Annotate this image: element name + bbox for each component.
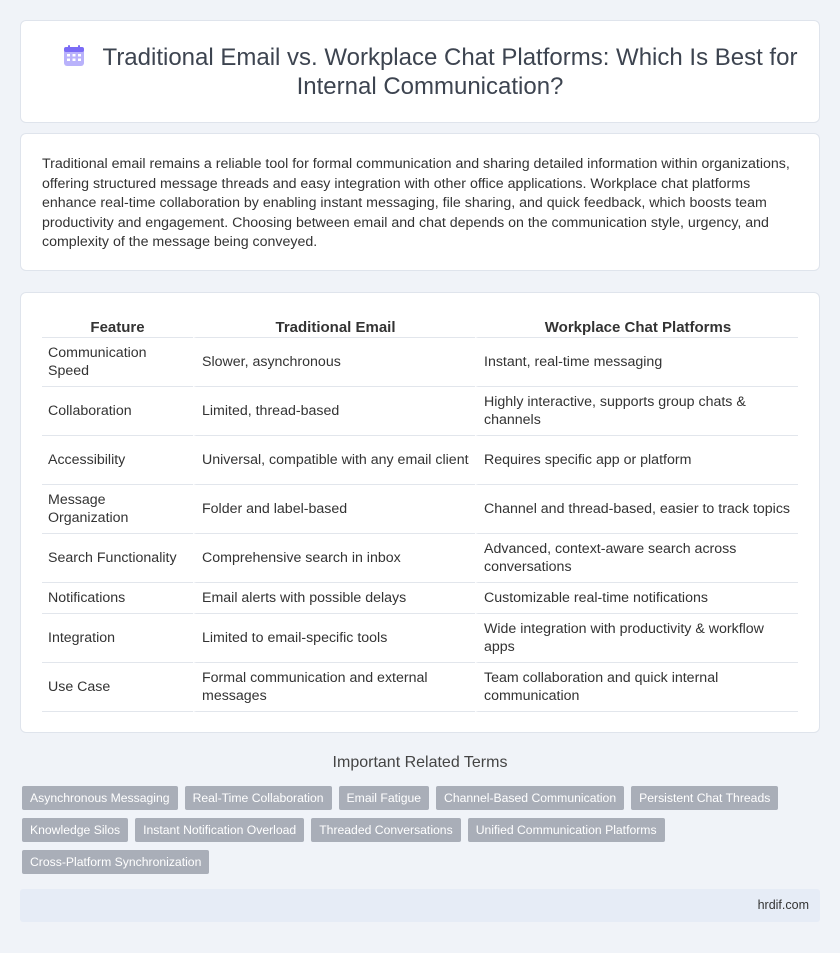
related-term-tag[interactable]: Asynchronous Messaging xyxy=(22,786,178,810)
page-title xyxy=(61,43,799,101)
related-term-tag[interactable]: Channel-Based Communication xyxy=(436,786,624,810)
feature-cell: Notifications xyxy=(42,583,193,614)
feature-cell: Collaboration xyxy=(42,387,193,436)
chat-cell: Customizable real-time notifications xyxy=(475,583,798,614)
related-term-tag[interactable]: Threaded Conversations xyxy=(311,818,460,842)
table-row xyxy=(42,485,798,534)
related-term-tag[interactable]: Knowledge Silos xyxy=(22,818,128,842)
table-row xyxy=(42,534,798,583)
header-traditional-email: Traditional Email xyxy=(193,315,475,338)
feature-cell: Search Functionality xyxy=(42,534,193,583)
footer-site-link[interactable]: hrdif.com xyxy=(757,898,809,912)
comparison-card xyxy=(20,292,820,733)
feature-cell: Message Organization xyxy=(42,485,193,534)
header-workplace-chat: Workplace Chat Platforms xyxy=(475,315,798,338)
chat-cell: Instant, real-time messaging xyxy=(475,338,798,387)
chat-cell: Team collaboration and quick internal communication xyxy=(475,663,798,712)
feature-cell: Communication Speed xyxy=(42,338,193,387)
feature-cell: Use Case xyxy=(42,663,193,712)
email-cell: Formal communication and external messages xyxy=(193,663,475,712)
email-cell: Comprehensive search in inbox xyxy=(193,534,475,583)
table-row xyxy=(42,663,798,712)
table-row xyxy=(42,436,798,485)
intro-paragraph: Traditional email remains a reliable tool for formal communication and sharing detailed information within organizations, offering structured message threads and easy integration with other office applications. Workplace chat platforms enhance real-time collaboration by enabling instant messaging, file sharing, and quick feedback, which boosts team productivity and engagement. Choosing between email and chat depends on the communication style, urgency, and complexity of the message being conveyed. xyxy=(42,156,790,250)
email-cell: Email alerts with possible delays xyxy=(193,583,475,614)
table-row xyxy=(42,387,798,436)
email-cell: Universal, compatible with any email client xyxy=(193,436,475,485)
title-card xyxy=(20,20,820,123)
calendar-grid-icon xyxy=(63,45,85,67)
related-term-tag[interactable]: Cross-Platform Synchronization xyxy=(22,850,209,874)
chat-cell: Channel and thread-based, easier to track topics xyxy=(475,485,798,534)
intro-card xyxy=(20,133,820,271)
table-row xyxy=(42,583,798,614)
related-term-tag[interactable]: Unified Communication Platforms xyxy=(468,818,665,842)
related-terms-heading: Important Related Terms xyxy=(332,754,508,771)
header-feature: Feature xyxy=(42,315,193,338)
related-term-tag[interactable]: Persistent Chat Threads xyxy=(631,786,778,810)
footer-bar xyxy=(20,889,820,922)
email-cell: Slower, asynchronous xyxy=(193,338,475,387)
related-term-tag[interactable]: Email Fatigue xyxy=(339,786,430,810)
table-header-row xyxy=(42,315,798,338)
chat-cell: Advanced, context-aware search across conversations xyxy=(475,534,798,583)
related-term-tag[interactable]: Instant Notification Overload xyxy=(135,818,304,842)
email-cell: Folder and label-based xyxy=(193,485,475,534)
chat-cell: Requires specific app or platform xyxy=(475,436,798,485)
feature-cell: Accessibility xyxy=(42,436,193,485)
related-terms-list xyxy=(22,786,812,874)
table-row xyxy=(42,614,798,663)
email-cell: Limited, thread-based xyxy=(193,387,475,436)
page-title-text: Traditional Email vs. Workplace Chat Platforms: Which Is Best for Internal Communication? xyxy=(102,44,798,100)
related-term-tag[interactable]: Real-Time Collaboration xyxy=(185,786,332,810)
email-cell: Limited to email-specific tools xyxy=(193,614,475,663)
comparison-table xyxy=(42,315,798,712)
chat-cell: Highly interactive, supports group chats & channels xyxy=(475,387,798,436)
feature-cell: Integration xyxy=(42,614,193,663)
chat-cell: Wide integration with productivity & workflow apps xyxy=(475,614,798,663)
table-row xyxy=(42,338,798,387)
